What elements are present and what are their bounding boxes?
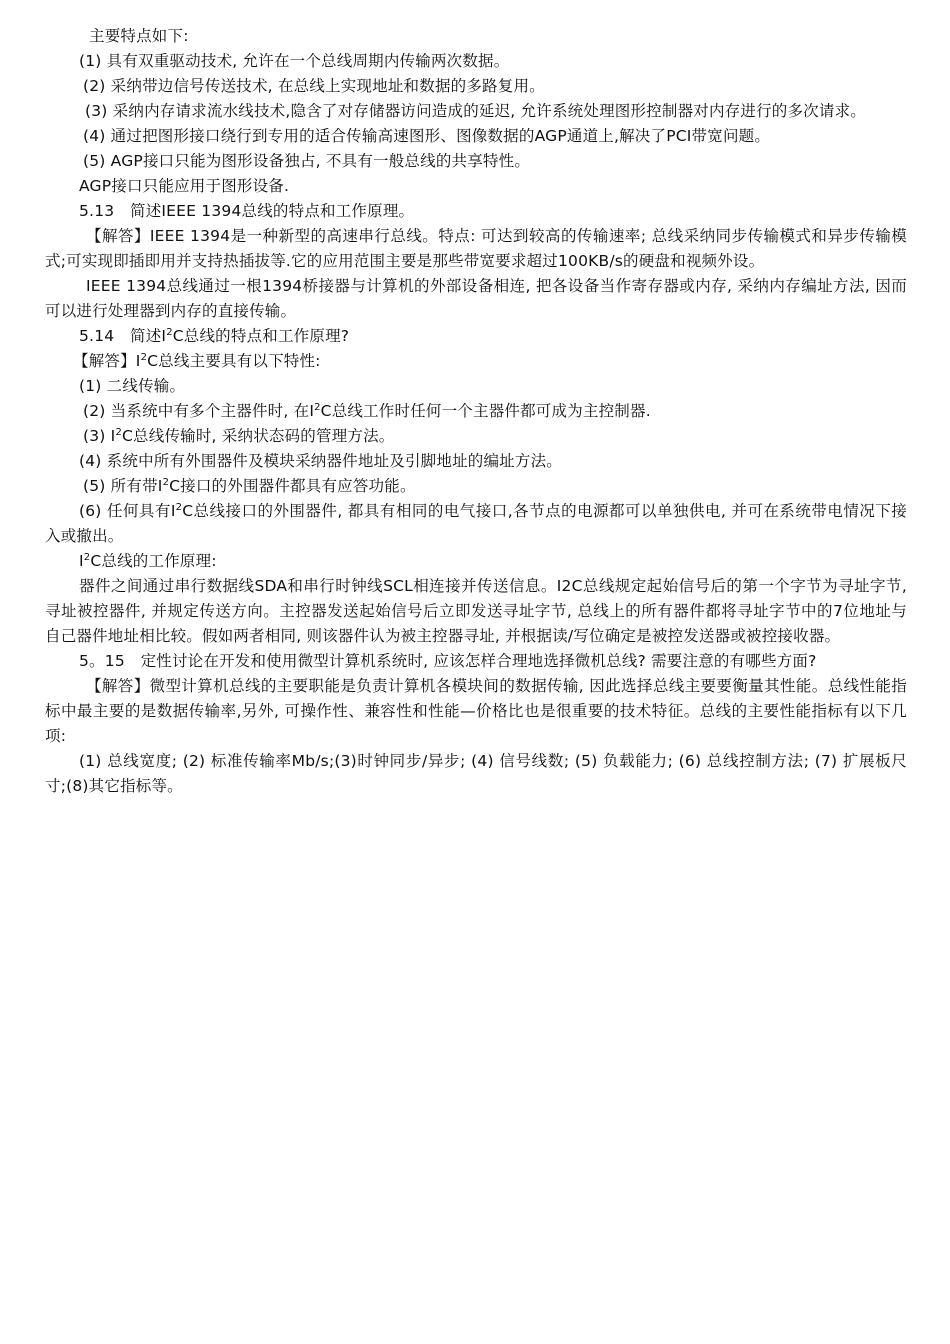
i2c-feature-3 [83,424,907,449]
i2c-feature-5-superscript: 2 [162,476,170,488]
i2c-feature-2-text-b: C总线工作时任何一个主器件都可成为主控制器. [320,402,651,420]
i2c-principle-superscript: 2 [83,551,91,563]
agp-note: AGP接口只能应用于图形设备. [79,177,290,195]
i2c-feature-5-text-a: (5) 所有带I [83,477,163,495]
agp-feature-1: (1) 具有双重驱动技术, 允许在一个总线周期内传输两次数据。 [79,52,510,70]
i2c-feature-3-text-b: C总线传输时, 采纳状态码的管理方法。 [122,427,395,445]
i2c-feature-2 [83,399,907,424]
answer-5-14-text-b: C总线主要具有以下特性: [147,352,321,370]
document-body [45,24,907,799]
answer-5-15-para-2: (1) 总线宽度; (2) 标准传输率Mb/s;(3)时钟同步/异步; (4) 信号线数; (5) 负载能力; (6) 总线控制方法; (7) 扩展板尺寸;(8)其它指标等。 [45,752,907,795]
i2c-feature-1: (1) 二线传输。 [79,377,186,395]
agp-feature-4: (4) 通过把图形接口绕行到专用的适合传输高速图形、图像数据的AGP通道上,解决了PCI带宽问题。 [83,127,771,145]
i2c-feature-2-text-a: (2) 当系统中有多个主器件时, 在I [83,402,315,420]
i2c-principle-body: 器件之间通过串行数据线SDA和串行时钟线SCL相连接并传送信息。I2C总线规定起始信号后的第一个字节为寻址字节, 寻址被控器件, 并规定传送方向。主控器发送起始信号后立即发送寻址字节, 总线上的所有器件都将寻址字节中的7位地址与自己器件地址相比较。假如两者相同, 则该器件认为被主控器寻址, 并根据读/写位确定是被控发送器或被控接收器。 [45,577,907,645]
answer-5-14-text-a: 【解答】I [73,352,141,370]
i2c-feature-5-text-b: C接口的外围器件都具有应答功能。 [169,477,416,495]
question-5-14 [79,324,907,349]
i2c-feature-6-superscript: 2 [175,501,183,513]
i2c-feature-5 [83,474,907,499]
i2c-feature-6-text-a: (6) 任何具有I [79,502,176,520]
question-5-14-text-b: C总线的特点和工作原理? [172,327,350,345]
answer-5-13-para-2: IEEE 1394总线通过一根1394桥接器与计算机的外部设备相连, 把各设备当作寄存器或内存, 采纳内存编址方法, 因而可以进行处理器到内存的直接传输。 [45,277,907,320]
i2c-feature-3-superscript: 2 [115,426,123,438]
question-5-14-superscript: 2 [166,326,173,338]
i2c-feature-4: (4) 系统中所有外围器件及模块采纳器件地址及引脚地址的编址方法。 [79,452,562,470]
i2c-principle-text-b: C总线的工作原理: [90,552,217,570]
i2c-feature-6-text-b: C总线接口的外围器件, 都具有相同的电气接口,各节点的电源都可以单独供电, 并可在系统带电情况下接入或撤出。 [45,502,907,545]
i2c-feature-2-superscript: 2 [314,401,321,413]
i2c-principle-text-a: I [79,552,84,570]
agp-feature-5: (5) AGP接口只能为图形设备独占, 不具有一般总线的共享特性。 [83,152,531,170]
i2c-principle-heading [79,549,907,574]
agp-intro: 主要特点如下: [89,27,189,45]
question-5-15: 5。15 定性讨论在开发和使用微型计算机系统时, 应该怎样合理地选择微机总线? 需要注意的有哪些方面? [79,652,817,670]
agp-feature-2: (2) 采纳带边信号传送技术, 在总线上实现地址和数据的多路复用。 [83,77,545,95]
answer-5-14-intro [73,349,907,374]
answer-5-15-para-1: 【解答】微型计算机总线的主要职能是负责计算机各模块间的数据传输, 因此选择总线主要要衡量其性能。总线性能指标中最主要的是数据传输率,另外, 可操作性、兼容性和性能—价格比也是很重要的技术特征。总线的主要性能指标有以下几项: [45,677,907,745]
question-5-14-text-a: 5.14 简述I [79,327,167,345]
i2c-feature-3-text-a: (3) I [83,427,116,445]
question-5-13: 5.13 简述IEEE 1394总线的特点和工作原理。 [79,202,415,220]
answer-5-13-para-1: 【解答】IEEE 1394是一种新型的高速串行总线。特点: 可达到较高的传输速率; 总线采纳同步传输模式和异步传输模式;可实现即插即用并支持热插拔等.它的应用范围主要是那些带宽要求超过100KB/s的硬盘和视频外设。 [45,227,907,270]
agp-feature-3: (3) 采纳内存请求流水线技术,隐含了对存储器访问造成的延迟, 允许系统处理图形控制器对内存进行的多次请求。 [85,102,866,120]
i2c-feature-6 [45,499,907,549]
answer-5-14-superscript: 2 [140,351,148,363]
